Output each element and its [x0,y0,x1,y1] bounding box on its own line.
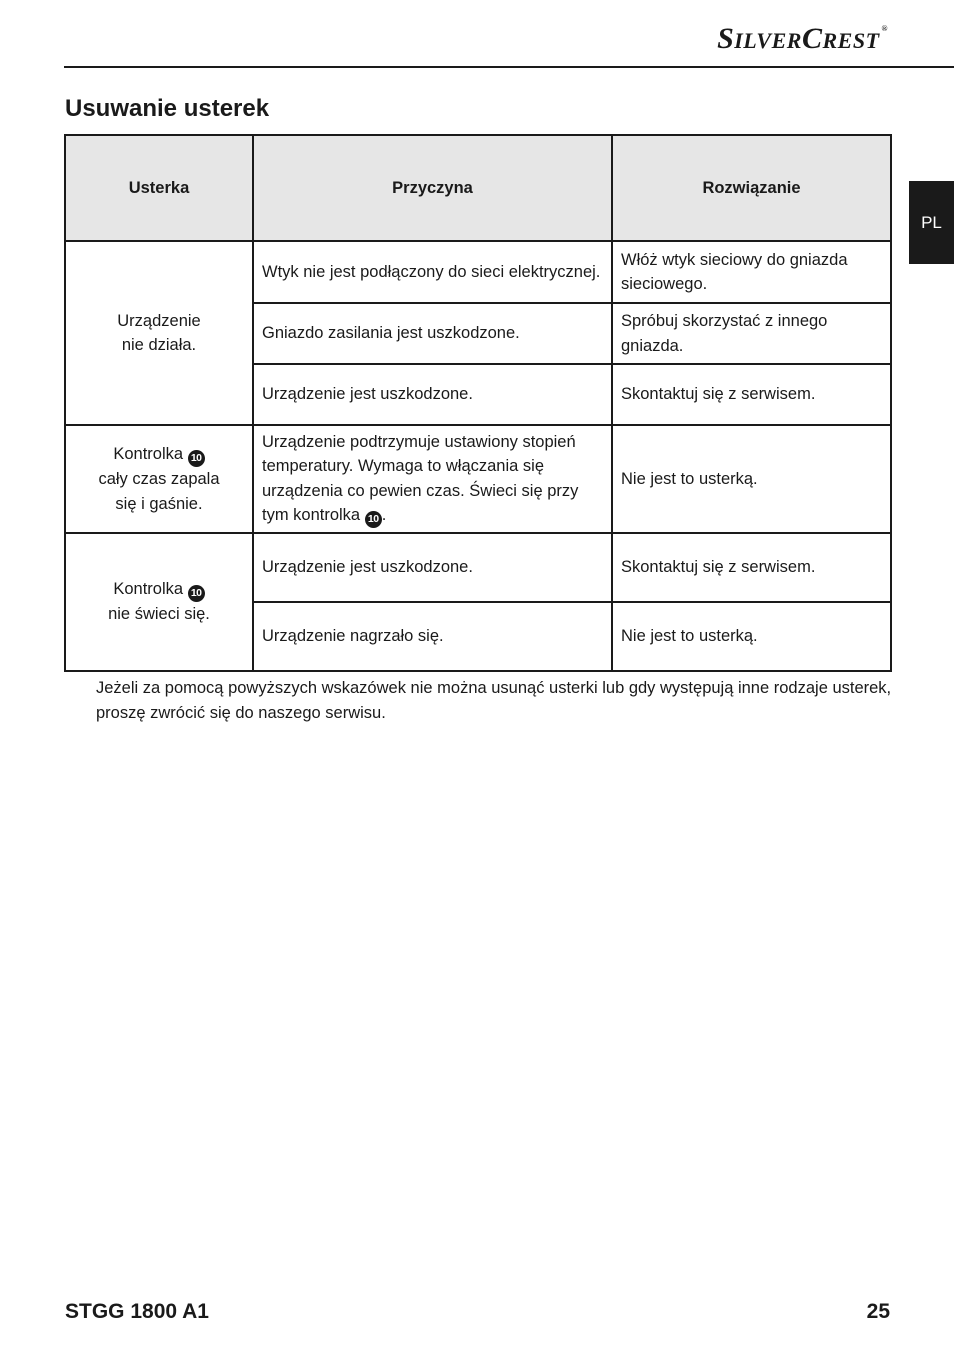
header-cause: Przyczyna [253,135,612,241]
fault-text-line: Kontrolka [113,445,184,463]
fault-text-line: Urządzenie [117,311,201,330]
solution-cell: Nie jest to usterką. [612,602,891,671]
solution-cell: Skontaktuj się z serwisem. [612,533,891,602]
solution-cell: Nie jest to usterką. [612,425,891,533]
fault-text-line: nie świeci się. [108,605,210,624]
table-row [65,425,891,533]
cause-cell: Gniazdo zasilania jest uszkodzone. [253,303,612,364]
fault-text-line: Kontrolka [113,580,184,599]
fault-cell [65,425,253,533]
fault-cell [65,533,253,671]
language-tab: PL [909,181,954,264]
troubleshooting-table [64,134,892,672]
cause-cell: Urządzenie nagrzało się. [253,602,612,671]
fault-text-line: się i gaśnie. [115,494,203,513]
page-number: 25 [866,1300,890,1323]
solution-cell: Skontaktuj się z serwisem. [612,364,891,425]
cause-cell: Urządzenie jest uszkodzone. [253,533,612,602]
fault-text-line: cały czas zapala [98,470,220,488]
service-note: Jeżeli za pomocą powyższych wskazówek nie można usunąć usterki lub gdy występują inne rodzaje usterek, proszę zwrócić się do naszego serwisu. [96,679,892,722]
solution-cell: Spróbuj skorzystać z innego gniazda. [612,303,891,364]
solution-cell: Włóż wtyk sieciowy do gniazda sieciowego. [612,241,891,303]
header-fault: Usterka [65,135,253,241]
section-title: Usuwanie usterek [65,95,270,122]
header-solution: Rozwiązanie [612,135,891,241]
indicator-10-icon: 10 [188,450,205,467]
header-rule [64,66,954,68]
cause-text: Urządzenie podtrzymuje ustawiony stopień temperatury. Wymaga to włączania się urządzenia co pewien czas. Świeci się przy tym kontrolka [262,432,579,525]
silvercrest-logo: SILVERCREST ® [717,22,888,55]
indicator-10-icon: 10 [188,585,205,602]
cause-cell: Wtyk nie jest podłączony do sieci elektrycznej. [253,241,612,303]
table-row [65,533,891,602]
cause-cell [253,425,612,533]
fault-cell [65,241,253,425]
cause-text-end: . [381,506,387,525]
model-number: STGG 1800 A1 [65,1300,209,1323]
indicator-10-icon: 10 [365,511,382,528]
cause-cell: Urządzenie jest uszkodzone. [253,364,612,425]
table-row [65,241,891,303]
table-header-row [65,135,891,241]
fault-text-line: nie działa. [121,336,197,354]
